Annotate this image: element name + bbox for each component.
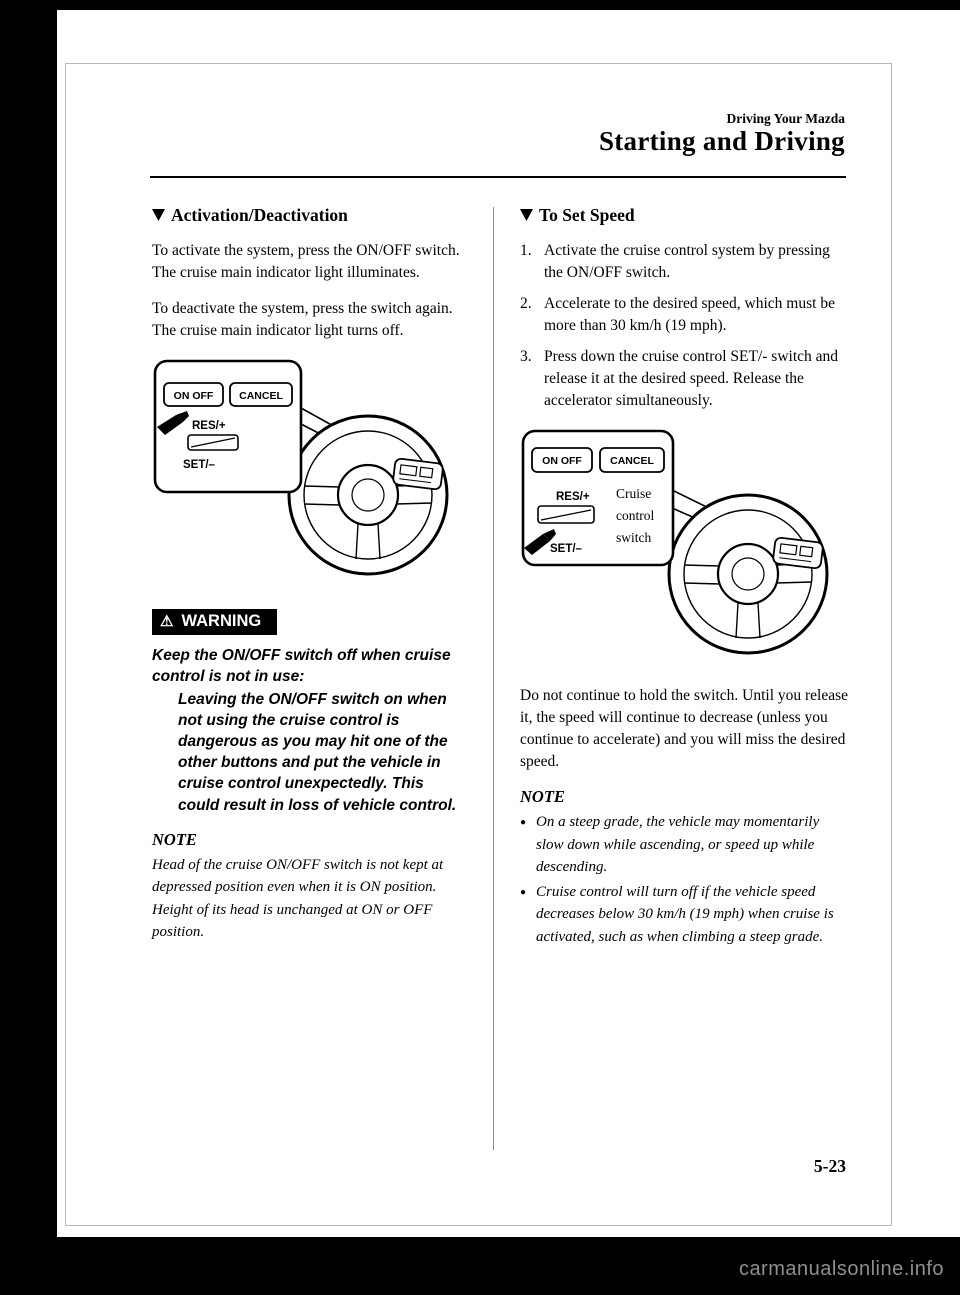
step-item xyxy=(520,346,850,412)
set-label: SET/– xyxy=(550,543,582,555)
note-bullet-text: On a steep grade, the vehicle may momentarily slow down while ascending, or speed up while descending. xyxy=(536,814,820,875)
step-item xyxy=(520,240,850,284)
figure-cruise-switch-left xyxy=(152,358,468,597)
note-bullet-item xyxy=(520,881,850,949)
cruise-switch-diagram xyxy=(152,358,470,592)
bullet-icon: ● xyxy=(520,886,527,898)
wheel-button-cluster xyxy=(393,458,444,490)
warning-label: WARNING xyxy=(181,612,262,630)
section-heading-text: To Set Speed xyxy=(539,205,635,225)
right-column xyxy=(520,205,850,950)
text-line: To activate the system, press the ON/OFF switch. xyxy=(152,242,460,259)
warning-icon: ⚠ xyxy=(160,613,174,630)
text-line: To deactivate the system, press the switch again. xyxy=(152,300,453,317)
callout-text: switch xyxy=(616,530,652,545)
section-heading-set-speed xyxy=(520,205,850,226)
section-heading-text: Activation/Deactivation xyxy=(171,205,348,225)
cancel-label: CANCEL xyxy=(610,455,654,467)
on-off-label: ON OFF xyxy=(542,455,582,467)
step-text: Accelerate to the desired speed, which must be more than 30 km/h (19 mph). xyxy=(544,295,835,334)
column-divider xyxy=(493,207,494,1150)
on-off-label: ON OFF xyxy=(173,390,214,402)
wheel-button-cluster xyxy=(773,537,824,569)
text-line: The cruise main indicator light turns off. xyxy=(152,322,404,339)
res-label: RES/+ xyxy=(556,491,590,503)
callout-text: Cruise xyxy=(616,486,652,501)
note-body: Head of the cruise ON/OFF switch is not kept at depressed position even when it is ON position. Height of its head is unchanged at ON or OFF position. xyxy=(152,856,444,941)
switch-panel xyxy=(155,361,301,492)
page-title: Starting and Driving xyxy=(598,126,845,156)
paragraph-activate xyxy=(152,240,468,284)
res-label: RES/+ xyxy=(192,420,226,432)
note-bullet-item xyxy=(520,811,850,879)
section-heading-activation xyxy=(152,205,468,226)
warning-banner xyxy=(152,609,277,635)
warning-body: Leaving the ON/OFF switch on when not using the cruise control is dangerous as you may hit one of the other buttons and put the vehicle in cruise control unexpectedly. This could result in loss of vehicle control. xyxy=(178,691,457,814)
section-eyebrow: Driving Your Mazda xyxy=(726,111,845,126)
bullet-icon: ● xyxy=(520,817,527,828)
step-item xyxy=(520,293,850,337)
section-marker-icon xyxy=(152,209,165,222)
warning-intro: Keep the ON/OFF switch off when cruise control is not in use: xyxy=(152,647,451,686)
callout-text: control xyxy=(616,508,655,523)
watermark-text: carmanualsonline.info xyxy=(738,1258,944,1280)
note-bullet-text: Cruise control will turn off if the vehicle speed decreases below 30 km/h (19 mph) when cruise is activated, such as when climbing a steep grade. xyxy=(536,883,834,945)
section-marker-icon xyxy=(520,209,533,222)
step-text: Activate the cruise control system by pressing the ON/OFF switch. xyxy=(544,242,830,281)
cancel-label: CANCEL xyxy=(239,390,283,402)
step-text: Press down the cruise control SET/- switch and release it at the desired speed. Release the accelerator simultaneously. xyxy=(544,348,839,409)
set-label: SET/– xyxy=(183,459,215,471)
paragraph-deactivate xyxy=(152,298,468,342)
text-line: The cruise main indicator light illuminates. xyxy=(152,264,420,281)
note-label: NOTE xyxy=(152,829,197,849)
left-black-strip xyxy=(0,0,57,1295)
figure-cruise-switch-right xyxy=(520,428,850,673)
header-rule xyxy=(150,176,846,178)
top-black-strip xyxy=(0,0,960,10)
step-number: 1. xyxy=(520,242,532,259)
step-number: 2. xyxy=(520,295,532,312)
step-number: 3. xyxy=(520,348,532,365)
page-number: 5-23 xyxy=(813,1156,846,1176)
note-label: NOTE xyxy=(520,787,565,806)
cruise-switch-diagram xyxy=(520,428,850,668)
paragraph-hold-switch: Do not continue to hold the switch. Until you release it, the speed will continue to decrease (unless you continue to accelerate) and you will miss the desired speed. xyxy=(520,687,849,770)
left-column xyxy=(152,205,468,944)
